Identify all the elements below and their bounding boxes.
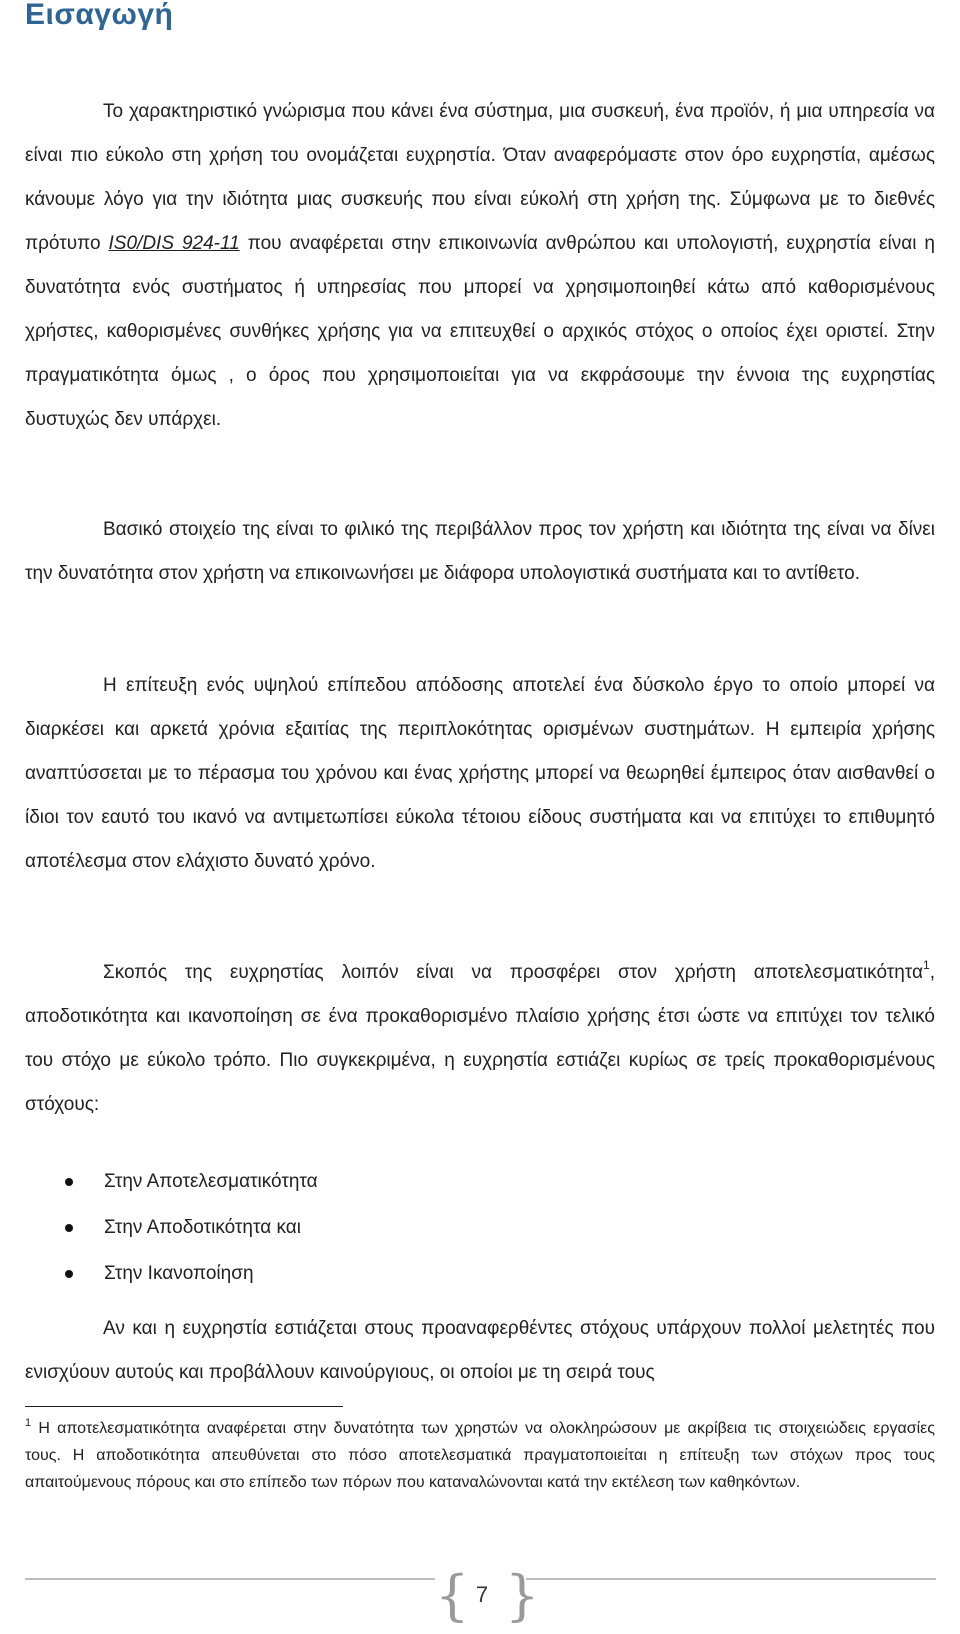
paragraph-5-text: Αν και η ευχρηστία εστιάζεται στους προαναφερθέντες στόχους υπάρχουν πολλοί μελετητές που ενισχύουν αυτούς και προβάλλουν καινούργιους, οι οποίοι με τη σειρά τους bbox=[25, 1318, 935, 1383]
page-footer bbox=[0, 1564, 960, 1628]
paragraph-1 bbox=[25, 90, 935, 442]
paragraph-1-text-a: Το χαρακτηριστικό γνώρισμα που κάνει ένα σύστημα, μια συσκευή, ένα προϊόν, ή μια υπηρεσία να είναι πιο εύκολο στη χρήση του ονομάζεται ευχρηστία. Όταν αναφερόμαστε στον όρο ευχρηστία, αμέσως κάνουμε λόγο για την ιδιότητα μιας συσκευής που είναι εύκολή στη χρήση της. Σύμφωνα με το διεθνές πρότυπο bbox=[25, 101, 935, 254]
paragraph-2 bbox=[25, 508, 935, 596]
bullet-icon bbox=[65, 1178, 73, 1186]
paragraph-5 bbox=[25, 1307, 935, 1395]
paragraph-2-text: Βασικό στοιχείο της είναι το φιλικό της περιβάλλον προς τον χρήστη και ιδιότητα της είναι να δίνει την δυνατότητα στον χρήστη να επικοινωνήσει με διάφορα υπολογιστικά συστήματα και το αντίθετο. bbox=[25, 519, 935, 584]
list-item bbox=[25, 1205, 925, 1251]
bullet-icon bbox=[65, 1224, 73, 1232]
paragraph-3 bbox=[25, 664, 935, 884]
paragraph-4-text-b: , αποδοτικότητα και ικανοποίηση σε ένα προκαθορισμένο πλαίσιο χρήσης έτσι ώστε να επιτύχει τον τελικό του στόχο με εύκολο τρόπο. Πιο συγκεκριμένα, η ευχρηστία εστιάζει κυρίως σε τρείς προκαθορισμένους στόχους: bbox=[25, 962, 935, 1115]
list-item-label: Στην Ικανοποίηση bbox=[104, 1263, 254, 1284]
footer-rule-left bbox=[25, 1578, 435, 1580]
bullet-icon bbox=[65, 1270, 73, 1278]
footnote-separator bbox=[25, 1406, 343, 1407]
list-item-label: Στην Αποδοτικότητα και bbox=[104, 1217, 301, 1238]
list-item bbox=[25, 1251, 925, 1297]
page-number: 7 bbox=[475, 1582, 489, 1607]
paragraph-4-text-a: Σκοπός της ευχρηστίας λοιπόν είναι να προσφέρει στον χρήστη αποτελεσματικότητα bbox=[103, 962, 924, 983]
right-brace-icon: } bbox=[505, 1564, 540, 1627]
list-item-label: Στην Αποτελεσματικότητα bbox=[104, 1171, 318, 1192]
footer-rule-right bbox=[526, 1578, 936, 1580]
left-brace-icon: { bbox=[435, 1564, 470, 1627]
list-item bbox=[25, 1159, 925, 1205]
goals-list bbox=[25, 1159, 925, 1297]
footnote-reference: 1 bbox=[923, 958, 930, 972]
footnote bbox=[25, 1415, 935, 1496]
footnote-text: Η αποτελεσματικότητα αναφέρεται στην δυνατότητα των χρηστών να ολοκληρώσουν με ακρίβεια τις στοιχειώδεις εργασίες τους. Η αποδοτικότητα απευθύνεται στο πόσο αποτελεσματικά πραγματοποιείται η επίτευξη των στόχων προς τους απαιτούμενους πόρους και στο επίπεδο των πόρων που καταναλώνονται κατά την εκτέλεση των καθηκόντων. bbox=[25, 1420, 935, 1491]
paragraph-3-text: Η επίτευξη ενός υψηλού επίπεδου απόδοσης αποτελεί ένα δύσκολο έργο το οποίο μπορεί να διαρκέσει και αρκετά χρόνια εξαιτίας της περιπλοκότητας ορισμένων συστημάτων. Η εμπειρία χρήσης αναπτύσσεται με το πέρασμα του χρόνου και ένας χρήστης μπορεί να θεωρηθεί έμπειρος όταν αισθανθεί ο ίδιοι τον εαυτό του ικανό να αντιμετωπίσει εύκολα τέτοιου είδους συστήματα και να επιτύχει το επιθυμητό αποτέλεσμα στον ελάχιστο δυνατό χρόνο. bbox=[25, 675, 935, 872]
footnote-marker: 1 bbox=[25, 1417, 32, 1429]
iso-standard-reference: IS0/DIS 924-11 bbox=[108, 233, 240, 254]
paragraph-4 bbox=[25, 951, 935, 1127]
paragraph-1-text-b: που αναφέρεται στην επικοινωνία ανθρώπου και υπολογιστή, ευχρηστία είναι η δυνατότητα ενός συστήματος ή υπηρεσίας που μπορεί να χρησιμοποιηθεί κάτω από καθορισμένους χρήστες, καθορισμένες συνθήκες χρήσης για να επιτευχθεί ο αρχικός στόχος ο οποίος έχει οριστεί. Στην πραγματικότητα όμως , ο όρος που χρησιμοποιείται για να εκφράσουμε την έννοια της ευχρηστίας δυστυχώς δεν υπάρχει. bbox=[25, 233, 935, 430]
section-heading: Εισαγωγή bbox=[25, 0, 174, 31]
